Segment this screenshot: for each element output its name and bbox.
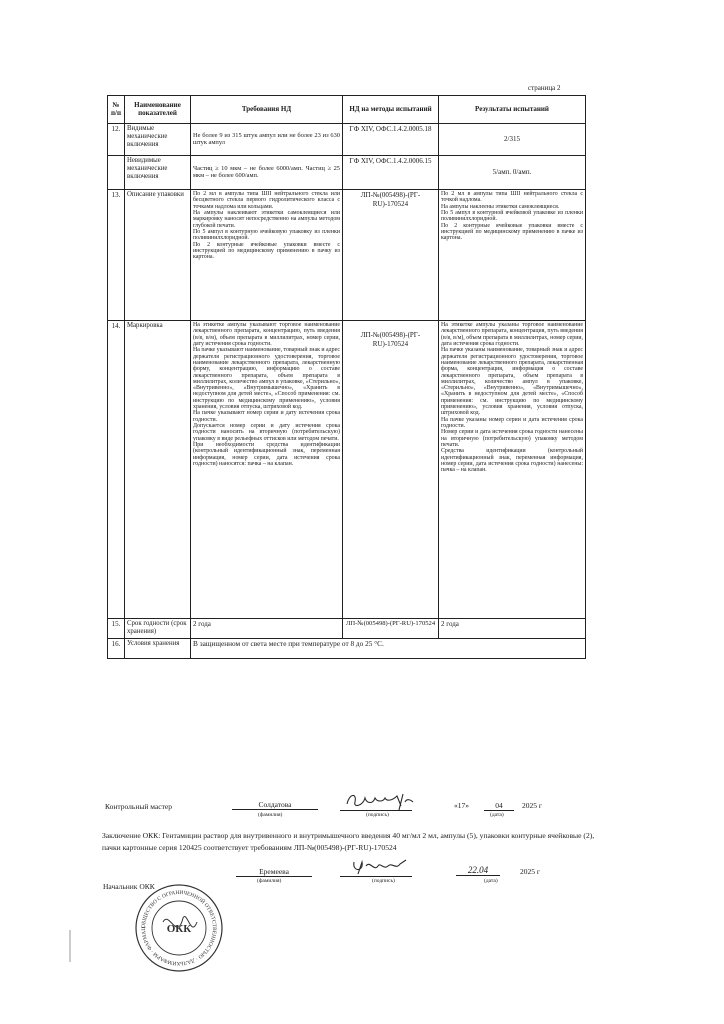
col-header-number: № п/п [108,96,125,124]
row-number: 12. [108,124,125,156]
stamp-center-text: ОКК [166,923,192,935]
head-signature-icon [350,856,414,876]
row-requirements: 2 года [191,619,343,639]
requirement-paragraph: По 5 ампул в контурную ячейковую упаковку из пленки поливинилхлоридной. [193,228,340,242]
row-number: 15. [108,619,125,639]
requirement-paragraph: На этикетке ампулы указывают торговое наименование лекарственного препарата, концентрацию, путь введения (в/в, в/м), объем препарата в миллилитрах, номер серии, дату истечения срока годности. [193,322,340,347]
table-row [108,124,586,156]
result-paragraph: По 2 мл в ампулы типа ШII нейтрального стекла с точкой надлома. [441,191,583,204]
head-sign-caption: (подпись) [372,878,395,884]
table-row [108,190,586,321]
master-date-caption: (дата) [490,812,504,818]
head-date-year: 2025 г [520,867,540,876]
row-method: ЛП-№(005498)-(РГ-RU)-170524 [343,190,439,321]
row-indicator: Срок годности (срок хранения) [125,619,191,639]
row-method: ЛП-№(005498)-(РГ-RU)-170524 [343,321,439,619]
result-paragraph: На пачке указаны номер серии и дата истечения срока годности. [441,416,583,429]
row-requirements [191,321,343,619]
requirement-paragraph: По 2 контурные ячейковые упаковки вместе с инструкцией по медицинскому применению в пачку из картона. [193,241,340,261]
scan-edge-mark [69,930,71,962]
head-role: Начальник ОКК [103,882,155,891]
table-row [108,156,586,190]
master-date-year: 2025 г [522,801,542,810]
row-number: 16. [108,639,125,659]
stamp-ring-text: ОБЩЕСТВО С ОГРАНИЧЕННОЙ ОТВЕТСТВЕННОСТЬЮ · ДАЛЬХИМФАРМ · ФАРМАЦ [140,889,218,967]
result-paragraph: По 2 контурные ячейковые упаковки вместе с инструкцией по медицинскому применению в пачке из картона. [441,222,583,242]
row-number [108,156,125,190]
requirement-paragraph: По 2 мл в ампулы типа ШII нейтрального стекла или бесцветного стекла первого гидролитического класса с точками надлома или кольцами. [193,191,340,210]
row-number: 13. [108,190,125,321]
requirement-paragraph: Допускается номер серии и дату истечения срока годности наносить на вторичную (потребительскую) упаковку в виде рельефных оттисков или методом печати. [193,423,340,442]
row-method: ГФ XIV, ОФС.1.4.2.0006.15 [343,156,439,190]
row-result: 2/315 [439,124,586,156]
row-merged-value: В защищенном от света месте при температуре от 8 до 25 °С. [191,639,586,659]
requirement-paragraph: При необходимости средства идентификации (контрольный идентификационный знак, переменная информация, номер серии, дата истечения срока годности) наносятся: пачка – на клапан. [193,441,340,467]
page-number: страница 2 [528,84,561,92]
master-name: Солдатова [232,800,318,810]
row-result [439,190,586,321]
row-indicator: Описание упаковки [125,190,191,321]
head-name-caption: (фамилия) [257,878,282,884]
organization-stamp-icon [133,882,225,974]
table-header-row [108,96,586,124]
row-method: ГФ XIV, ОФС.1.4.2.0005.18 [343,124,439,156]
master-date-month: 04 [484,801,514,811]
head-name: Еремеева [236,867,312,877]
result-paragraph: На пачке указаны наименование, товарный знак и адрес держателя регистрационного удостоверения, торговое наименование лекарственного препарата, лекарственная форма, концентрация, информация о составе лекарственного препарата, объем препарата в миллилитрах, количество ампул в упаковке, «Стерильно», «Внутривенно», «Внутримышечно», «Хранить в недоступном для детей месте», «Способ применения: см. инструкцию по медицинскому применению», условия хранения, условия отпуска, штриховой код. [441,347,583,417]
row-number: 14. [108,321,125,619]
row-requirements [191,190,343,321]
table-row [108,639,586,659]
result-paragraph: Номер серии и дата истечения срока годности нанесены на вторичную (потребительскую) упаковку методом печати. [441,429,583,448]
result-paragraph: На ампулы наклеены этикетки самоклеящиеся. [441,203,560,210]
row-indicator: Условия хранения [125,639,191,659]
row-method: ЛП-№(005498)-(РГ-RU)-170524 [343,619,439,639]
row-indicator: Маркировка [125,321,191,619]
row-indicator: Невидимые механические включения [125,156,191,190]
row-requirements: Частиц ≥ 10 мкм – не более 6000/амп. Частиц ≥ 25 мкм – не более 600/амп. [191,156,343,190]
table-row [108,619,586,639]
result-paragraph: Средства идентификации (контрольный идентификационный знак, переменная информация, номер серии, дата истечения срока годности) нанесены: пачка – на клапан. [441,448,583,474]
table-row [108,321,586,619]
row-result: 2 года [439,619,586,639]
result-paragraph: На этикетке ампулы указаны торговое наименование лекарственного препарата, концентрация, путь введения (в/в, в/м), объем препарата в миллилитрах, номер серии, дата истечения срока годности. [441,322,583,347]
master-name-caption: (фамилия) [258,812,283,818]
master-sign-caption: (подпись) [366,812,389,818]
row-indicator: Видимые механические включения [125,124,191,156]
master-signature-icon [343,790,415,812]
row-result [439,321,586,619]
head-date: 22.04 [456,865,500,876]
head-date-caption: (дата) [484,878,498,884]
conclusion-text: Заключение ОКК: Гентамицин раствор для внутривенного и внутримышечного введения 40 мг/мл 2 мл, ампулы (5), упаковки контурные ячейковые (2), пачки картонные серия 120425 соответствует требованиям ЛП-№(005498)-(РГ-RU)-170524 [102,831,595,852]
result-paragraph: По 5 ампул в контурной ячейковой упаковке из пленки поливинилхлоридной. [441,209,583,223]
master-date-day: «17» [454,801,469,810]
requirement-paragraph: На пачке указывают номер серии и дату истечения срока годности. [193,410,340,423]
col-header-results: Результаты испытаний [439,96,586,124]
requirement-paragraph: На пачке указывают наименование, товарный знак и адрес держателя регистрационного удостоверения, торговое наименование лекарственного препарата, лекарственную форму, концентрацию, информацию о составе лекарственного препарата, объем препарата в миллилитрах, количество ампул в упаковке, «Стерильно», «Внутривенно», «Внутримышечно», «Хранить в недоступном для детей месте», «Способ применения: см. инструкцию по медицинскому применению», условия хранения, условия отпуска, штриховой код. [193,347,340,411]
col-header-indicator: Наименование показателей [125,96,191,124]
test-results-table [107,95,586,659]
row-requirements: Не более 9 из 315 штук ампул или не более 23 из 630 штук ампул [191,124,343,156]
requirement-paragraph: На ампулы наклеивают этикетки самоклеящиеся или маркировку наносят непосредственно на ампулы методом глубокой печати. [193,209,340,229]
row-result: 5/амп. 0/амп. [439,156,586,190]
col-header-method: НД на методы испытаний [343,96,439,124]
col-header-requirements: Требования НД [191,96,343,124]
master-role: Контрольный мастер [105,802,172,811]
